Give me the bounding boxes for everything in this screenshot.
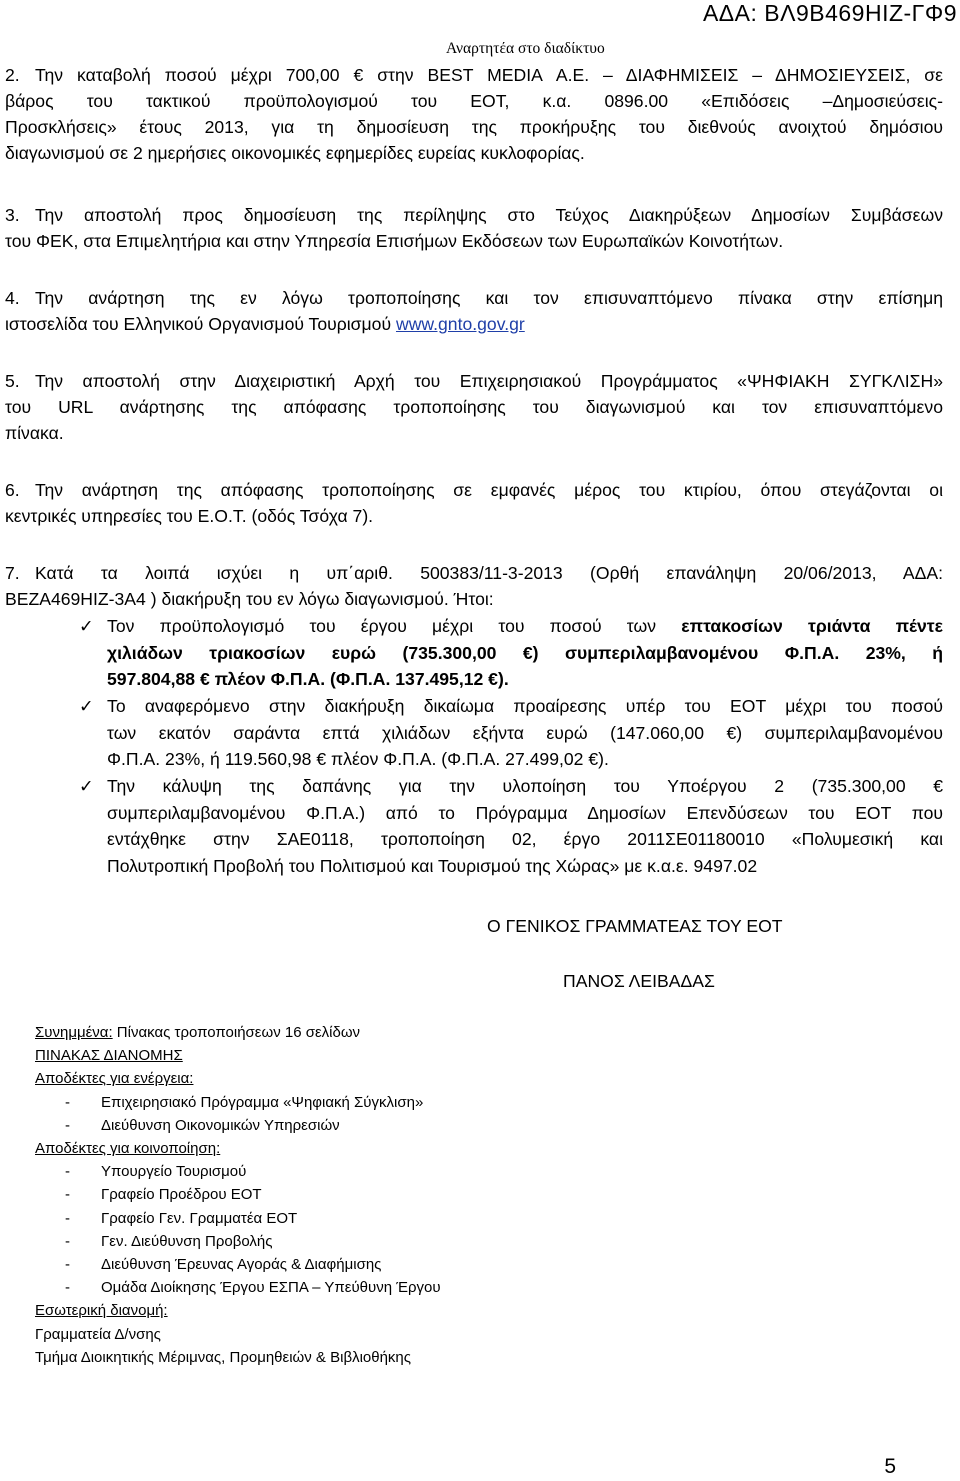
item-5: 5. Την αποστολή στην Διαχειριστική Αρχή του Επιχειρησιακού Προγράμματος «ΨΗΦΙΑΚΗ ΣΥΓΚΛΙΣΗ» του URL ανάρτησης της απόφασης τροποποίησης του διαγωνισμού και τον επισυναπτόμενο πίνακα. bbox=[5, 368, 943, 446]
gnto-website-link[interactable]: www.gnto.gov.gr bbox=[395, 314, 525, 334]
item-number: 7. bbox=[5, 563, 20, 583]
list-item: - Διεύθυνση Οικονομικών Υπηρεσιών bbox=[65, 1116, 340, 1134]
distribution-table-title: ΠΙΝΑΚΑΣ ΔΙΑΝΟΜΗΣ bbox=[35, 1047, 183, 1065]
list-item: - Ομάδα Διοίκησης Έργου ΕΣΠΑ – Υπεύθυνη Έργου bbox=[65, 1279, 441, 1297]
item-number: 4. bbox=[5, 288, 20, 308]
check-item-funding: ✓ Την κάλυψη της δαπάνης για την υλοποίηση του Υποέργου 2 (735.300,00 € συμπεριλαμβανομένου Φ.Π.Α.) από το Πρόγραμμα Δημοσίων Επενδύσεων του ΕΟΤ που εντάχθηκε στην ΣΑΕ0118, τροποποίηση 02, έργο 2011ΣΕ01180010 «Πολυμεσική και Πολυτροπική Προβολή του Πολιτισμού και Τουρισμού της Χώρας» με κ.α.ε. 9497.02 bbox=[81, 773, 943, 879]
ada-code: ΑΔΑ: ΒΛ9Β469ΗΙΖ-ΓΦ9 bbox=[702, 0, 957, 26]
item-3: 3. Την αποστολή προς δημοσίευση της περίληψης στο Τεύχος Διακηρύξεων Δημοσίων Συμβάσεων του ΦΕΚ, στα Επιμελητήρια και στην Υπηρεσία Επισήμων Εκδόσεων των Ευρωπαϊκών Κοινοτήτων. bbox=[5, 202, 943, 254]
page-number: 5 bbox=[884, 1455, 896, 1478]
list-item: - Γραφείο Προέδρου ΕΟΤ bbox=[65, 1186, 262, 1204]
list-item: - Γραφείο Γεν. Γραμματέα ΕΟΤ bbox=[65, 1209, 298, 1227]
check-item-option-right: ✓ Το αναφερόμενο στην διακήρυξη δικαίωμα προαίρεσης υπέρ του ΕΟΤ μέχρι του ποσού των εκατόν σαράντα επτά χιλιάδων εξήντα ευρώ (147.060,00 €) συμπεριλαμβανομένου Φ.Π.Α. 23%, ή 119.560,98 € πλέον Φ.Π.Α. (Φ.Π.Α. 27.499,02 €). bbox=[81, 693, 943, 773]
distribution-list bbox=[35, 1021, 735, 1369]
list-item: - Επιχειρησιακό Πρόγραμμα «Ψηφιακή Σύγκλιση» bbox=[65, 1093, 424, 1111]
list-item: - Γεν. Διεύθυνση Προβολής bbox=[65, 1232, 273, 1250]
signature-title: Ο ΓΕΝΙΚΟΣ ΓΡΑΜΜΑΤΕΑΣ ΤΟΥ ΕΟΤ bbox=[487, 916, 783, 936]
internal-distribution-label: Εσωτερική διανομή: bbox=[35, 1302, 168, 1320]
item-6: 6. Την ανάρτηση της απόφασης τροποποίησης σε εμφανές μέρος του κτιρίου, όπου στεγάζονται οι κεντρικές υπηρεσίες του Ε.Ο.Τ. (οδός Τσόχα 7). bbox=[5, 477, 943, 529]
notify-recipients-label: Αποδέκτες για κοινοποίηση: bbox=[35, 1140, 221, 1158]
item-4: 4. Την ανάρτηση της εν λόγω τροποποίησης και τον επισυναπτόμενο πίνακα στην επίσημη ιστοσελίδα του Ελληνικού Οργανισμού Τουρισμού www.gnto.gov.gr bbox=[5, 285, 943, 337]
item-number: 3. bbox=[5, 205, 20, 225]
checkmark-icon: ✓ bbox=[79, 616, 94, 636]
item-7: 7. Κατά τα λοιπά ισχύει η υπ΄αριθ. 500383/11-3-2013 (Ορθή επανάληψη 20/06/2013, ΑΔΑ: ΒΕΖΑ469ΗΙΖ-3Α4 ) διακήρυξη του εν λόγω διαγωνισμού. Ήτοι: bbox=[5, 560, 943, 612]
attachments-line: Συνημμένα: Πίνακας τροποποιήσεων 16 σελίδων bbox=[35, 1024, 361, 1041]
item-number: 6. bbox=[5, 480, 20, 500]
checkmark-icon: ✓ bbox=[79, 696, 94, 716]
item-number: 2. bbox=[5, 65, 20, 85]
item-2: 2. Την καταβολή ποσού μέχρι 700,00 € στην BEST MEDIA Α.Ε. – ΔΙΑΦΗΜΙΣΕΙΣ – ΔΗΜΟΣΙΕΥΣΕΙΣ, σε βάρος του τακτικού προϋπολογισμού του ΕΟΤ, κ.α. 0896.00 «Επιδόσεις –Δημοσιεύσεις- Προσκλήσεις» έτους 2013, για τη δημοσίευση της προκήρυξης του διεθνούς ανοιχτού δημόσιου διαγωνισμού σε 2 ημερήσιες οικονομικές εφημερίδες ευρείας κυκλοφορίας. bbox=[5, 62, 943, 166]
posted-online-note: Αναρτητέα στο διαδίκτυο bbox=[446, 40, 605, 57]
list-item: - Διεύθυνση Έρευνας Αγοράς & Διαφήμισης bbox=[65, 1256, 382, 1274]
item-number: 5. bbox=[5, 371, 20, 391]
checkmark-icon: ✓ bbox=[79, 776, 94, 796]
list-item: - Υπουργείο Τουρισμού bbox=[65, 1163, 247, 1181]
signature-name: ΠΑΝΟΣ ΛΕΙΒΑΔΑΣ bbox=[563, 971, 715, 991]
action-recipients-label: Αποδέκτες για ενέργεια: bbox=[35, 1070, 194, 1088]
check-item-budget: ✓ Τον προϋπολογισμό του έργου μέχρι του ποσού των επτακοσίων τριάντα πέντε χιλιάδων τριακοσίων ευρώ (735.300,00 €) συμπεριλαμβανομένου Φ.Π.Α. 23%, ή 597.804,88 € πλέον Φ.Π.Α. (Φ.Π.Α. 137.495,12 €). bbox=[81, 613, 943, 693]
list-item: Τμήμα Διοικητικής Μέριμνας, Προμηθειών & Βιβλιοθήκης bbox=[35, 1348, 411, 1366]
list-item: Γραμματεία Δ/νσης bbox=[35, 1325, 161, 1343]
